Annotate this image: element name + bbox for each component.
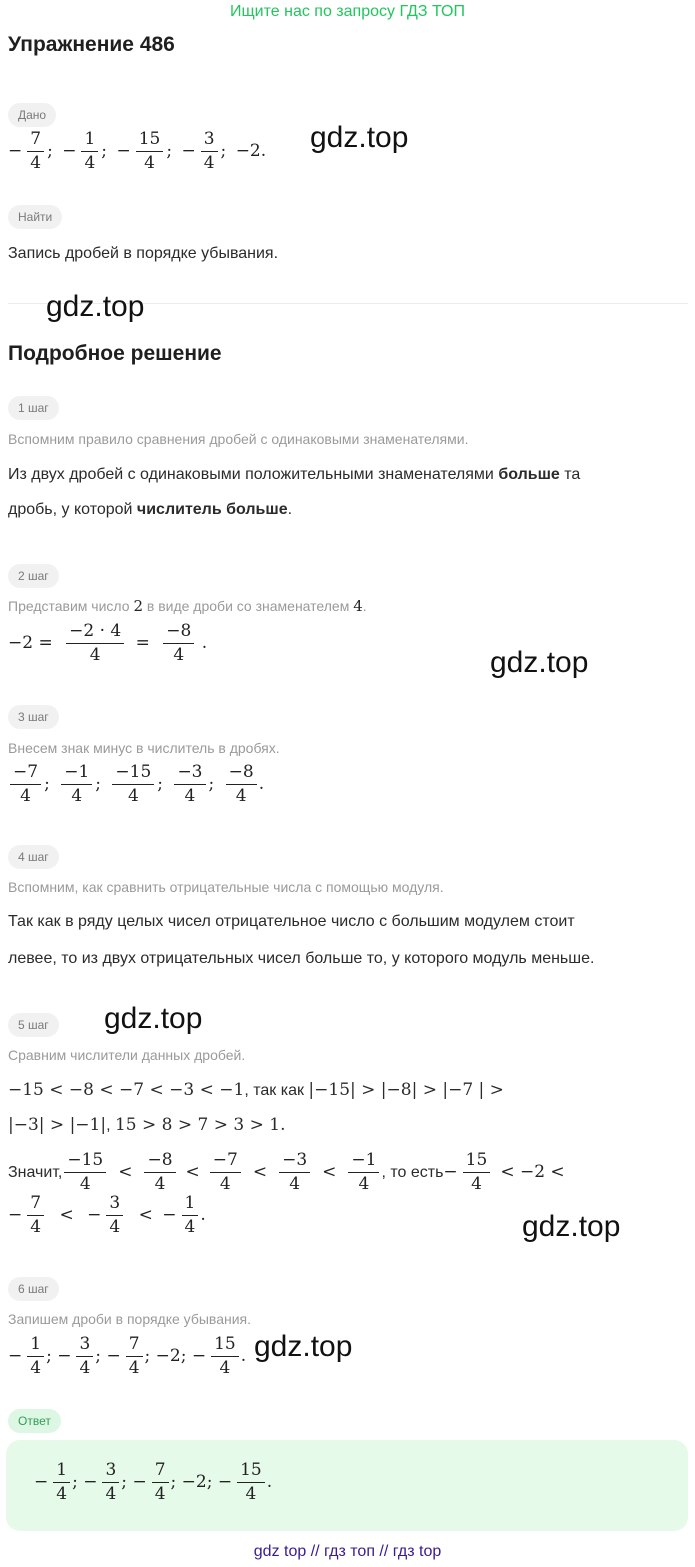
step-2-expression: −2 = $\frac{-2 \cdot 4}{4}$ = $\frac{-8}{4}$ .: [8, 621, 208, 665]
step-5-chip: [8, 1013, 59, 1037]
given-chip: [8, 103, 56, 127]
step-1-line-2: дробь, у которой числитель больше.: [8, 501, 293, 518]
step-3-hint: Внесем знак минус в числитель в дробях.: [8, 740, 280, 756]
given-label: Дано: [8, 103, 56, 127]
step-5-line-3: Значит, $\frac{-15}{4}$ < $\frac{-8}{4}$ < $\frac{-7}{4}$ < $\frac{-3}{4}$ < $\frac{-1}{4}$ , то есть − $\frac{15}{4}$ < −2 <: [8, 1150, 565, 1194]
step-3-expression: $\frac{-7}{4}$ ; $\frac{-1}{4}$ ; $\frac{-15}{4}$ ; $\frac{-3}{4}$ ; $\frac{-8}{4}$ .: [8, 764, 264, 805]
step-label: 4 шаг: [8, 845, 59, 869]
given-expression: − $\frac{7}{4}$ ; − $\frac{1}{4}$ ; − $\frac{15}{4}$ ; − $\frac{3}{4}$ ; −2.: [8, 129, 267, 173]
step-1-hint: Вспомним правило сравнения дробей с одинаковыми знаменателями.: [8, 431, 469, 447]
step-6-expression: − $\frac{1}{4}$ ; − $\frac{3}{4}$ ; − $\frac{7}{4}$ ; −2; − $\frac{15}{4}$ .: [8, 1334, 247, 1378]
step-3-chip: [8, 705, 59, 729]
watermark: gdz.top: [490, 646, 589, 679]
step-4-chip: [8, 845, 59, 869]
page-title: Упражнение 486: [8, 33, 175, 56]
step-1-chip: [8, 396, 59, 420]
step-6-chip: [8, 1277, 59, 1301]
step-4-line-1: Так как в ряду целых чисел отрицательное число с большим модулем стоит: [8, 913, 575, 930]
answer-expression: − $\frac{1}{4}$ ; − $\frac{3}{4}$ ; − $\frac{7}{4}$ ; −2; − $\frac{15}{4}$ .: [34, 1460, 273, 1504]
solution-title: Подробное решение: [8, 342, 222, 365]
top-search-link[interactable]: Ищите нас по запросу ГДЗ ТОП: [230, 3, 465, 20]
watermark: gdz.top: [522, 1210, 621, 1243]
step-1-line-1: Из двух дробей с одинаковыми положительными знаменателями больше та: [8, 466, 581, 483]
step-label: 3 шаг: [8, 705, 59, 729]
step-label: 5 шаг: [8, 1013, 59, 1037]
watermark: gdz.top: [310, 121, 409, 154]
step-5-line-2: |−3| > |−1|, 15 > 8 > 7 > 3 > 1.: [8, 1115, 286, 1135]
step-5-line-1: −15 < −8 < −7 < −3 < −1, так как |−15| > |−8| > |−7 | >: [8, 1080, 504, 1100]
footer-links[interactable]: gdz top // гдз топ // гдз top: [253, 1543, 442, 1560]
find-label: Найти: [8, 205, 62, 229]
step-4-hint: Вспомним, как сравнить отрицательные числа с помощью модуля.: [8, 879, 444, 895]
find-chip: [8, 205, 62, 229]
step-4-line-2: левее, то из двух отрицательных чисел больше то, у которого модуль меньше.: [8, 950, 595, 967]
step-5-hint: Сравним числители данных дробей.: [8, 1047, 246, 1063]
watermark: gdz.top: [104, 1002, 203, 1035]
step-5-line-4: − $\frac{7}{4}$ < − $\frac{3}{4}$ < − $\frac{1}{4}$ .: [8, 1193, 206, 1237]
step-label: 6 шаг: [8, 1277, 59, 1301]
watermark: gdz.top: [46, 290, 145, 323]
step-2-chip: [8, 564, 59, 588]
answer-chip: [8, 1409, 61, 1433]
watermark: gdz.top: [254, 1330, 353, 1363]
answer-label: Ответ: [8, 1409, 61, 1433]
step-label: 2 шаг: [8, 564, 59, 588]
step-label: 1 шаг: [8, 396, 59, 420]
step-2-hint: Представим число 2 в виде дроби со знаменателем 4.: [8, 597, 367, 615]
find-text: Запись дробей в порядке убывания.: [8, 245, 279, 262]
step-6-hint: Запишем дроби в порядке убывания.: [8, 1311, 252, 1327]
